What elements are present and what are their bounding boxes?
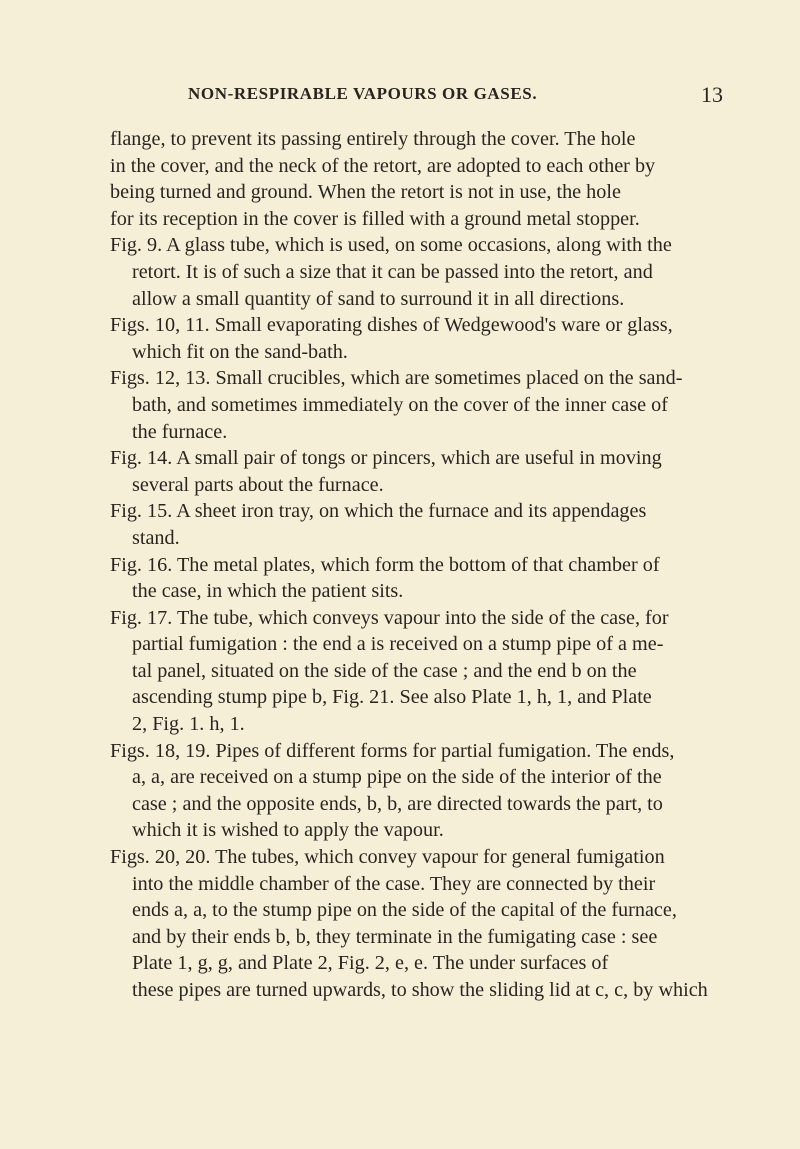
- text-line: these pipes are turned upwards, to show the sliding lid at c, c, by which: [132, 979, 708, 1001]
- page-number: 13: [701, 82, 723, 107]
- text-line: into the middle chamber of the case. They are connected by their: [132, 872, 656, 895]
- page-header: [0, 84, 800, 108]
- text-line: in the cover, and the neck of the retort, are adopted to each other by: [110, 154, 656, 177]
- text-line: Fig. 14. A small pair of tongs or pincers, which are useful in moving: [110, 447, 662, 470]
- text-line: for its reception in the cover is filled with a ground metal stopper.: [110, 207, 640, 230]
- text-line: and by their ends b, b, they terminate in the fumigating case : see: [132, 925, 658, 948]
- text-line: partial fumigation : the end a is received on a stump pipe of a me-: [132, 633, 664, 656]
- text-line: Figs. 10, 11. Small evaporating dishes of Wedgewood's ware or glass,: [110, 314, 673, 337]
- text-line: which fit on the sand-bath.: [132, 340, 348, 363]
- text-line: being turned and ground. When the retort is not in use, the hole: [110, 181, 621, 204]
- text-line: the case, in which the patient sits.: [132, 580, 404, 603]
- text-line: Figs. 12, 13. Small crucibles, which are sometimes placed on the sand-: [110, 367, 683, 390]
- text-line: Fig. 15. A sheet iron tray, on which the furnace and its appendages: [110, 500, 647, 523]
- text-line: ascending stump pipe b, Fig. 21. See also Plate 1, h, 1, and Plate: [132, 686, 652, 709]
- text-line: Figs. 18, 19. Pipes of different forms for partial fumigation. The ends,: [110, 739, 675, 762]
- text-line: bath, and sometimes immediately on the cover of the inner case of: [132, 393, 668, 416]
- text-line: ends a, a, to the stump pipe on the side of the capital of the furnace,: [132, 899, 677, 922]
- text-line: Plate 1, g, g, and Plate 2, Fig. 2, e, e. The under surfaces of: [132, 952, 609, 975]
- text-line: the furnace.: [132, 420, 228, 443]
- text-line: Fig. 17. The tube, which conveys vapour into the side of the case, for: [110, 606, 669, 629]
- text-line: several parts about the furnace.: [132, 473, 384, 496]
- text-line: stand.: [132, 526, 180, 549]
- text-line: 2, Fig. 1. h, 1.: [132, 713, 245, 736]
- text-line: Fig. 9. A glass tube, which is used, on some occasions, along with the: [110, 234, 672, 257]
- text-line: tal panel, situated on the side of the case ; and the end b on the: [132, 659, 637, 682]
- text-line: retort. It is of such a size that it can be passed into the retort, and: [132, 260, 653, 283]
- running-title: NON-RESPIRABLE VAPOURS OR GASES.: [188, 84, 538, 103]
- text-line: Figs. 20, 20. The tubes, which convey vapour for general fumigation: [110, 846, 665, 869]
- text-line: flange, to prevent its passing entirely through the cover. The hole: [110, 128, 636, 150]
- text-line: case ; and the opposite ends, b, b, are directed towards the part, to: [132, 792, 663, 815]
- text-line: Fig. 16. The metal plates, which form the bottom of that chamber of: [110, 553, 660, 576]
- text-line: allow a small quantity of sand to surround it in all directions.: [132, 287, 625, 310]
- text-line: which it is wished to apply the vapour.: [132, 819, 444, 842]
- text-line: a, a, are received on a stump pipe on the side of the interior of the: [132, 766, 662, 789]
- body-text: [110, 126, 730, 1004]
